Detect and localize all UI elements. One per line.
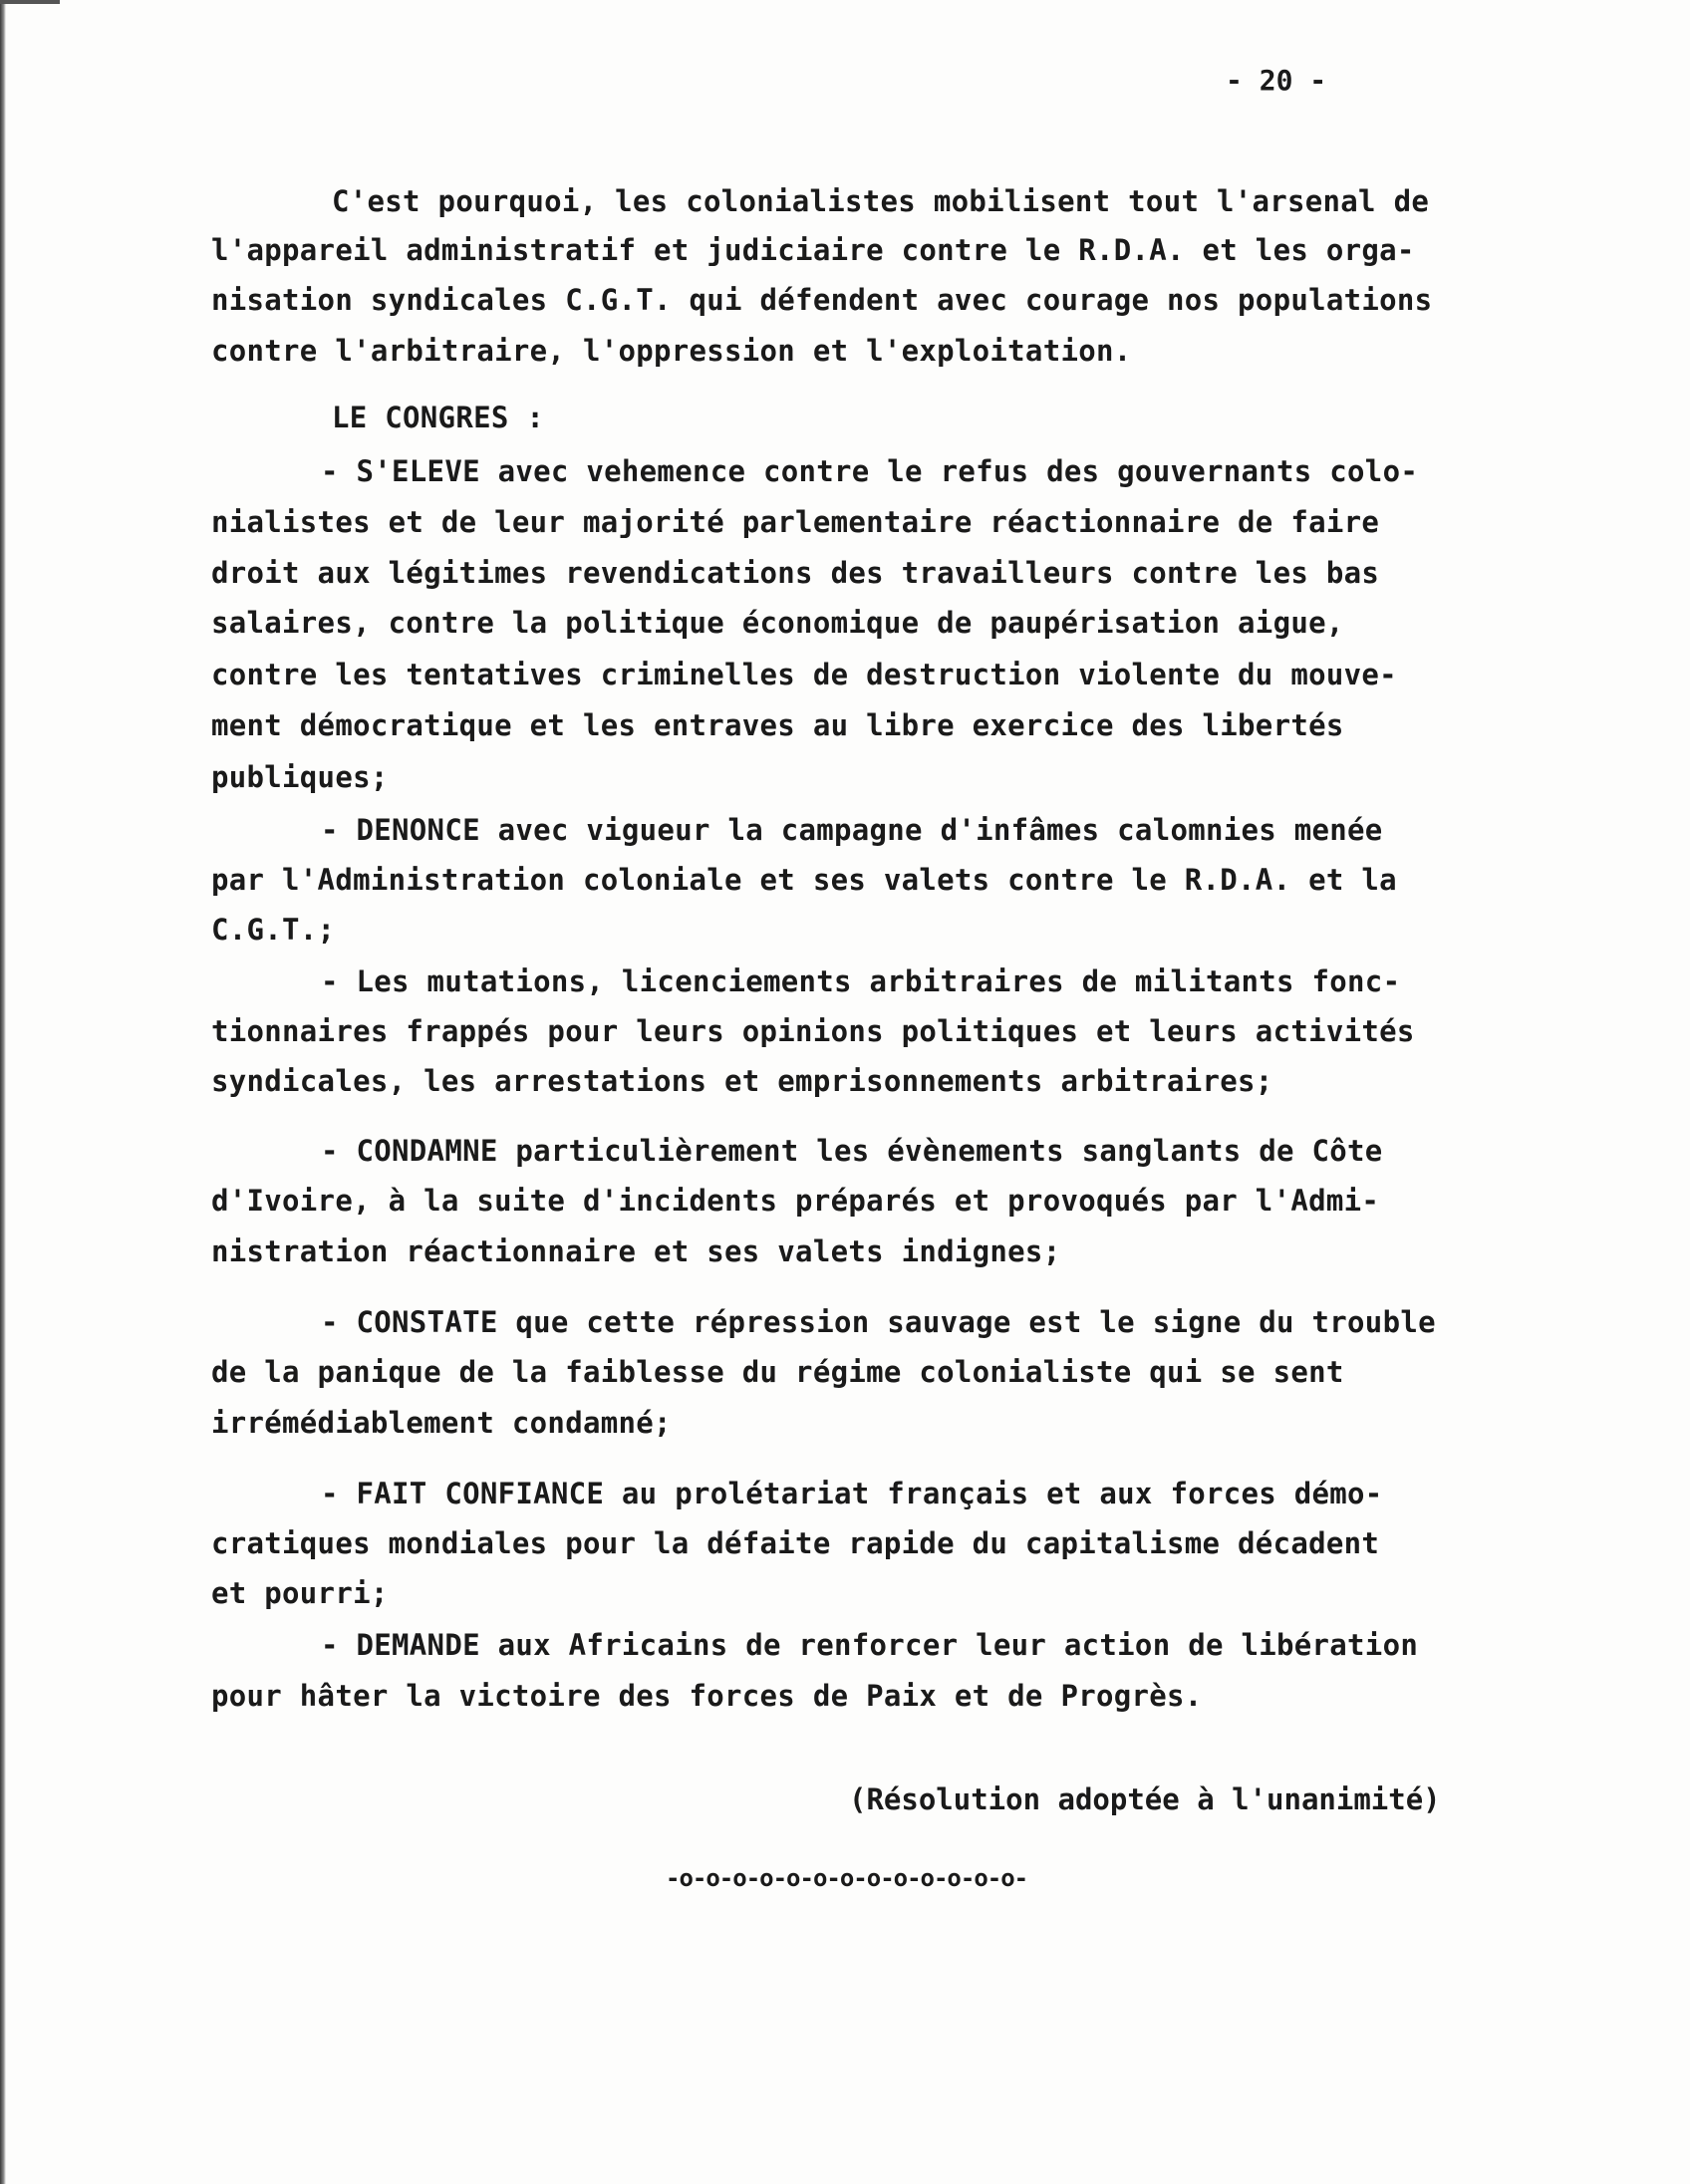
constate-line-3: irrémédiablement condamné; xyxy=(211,1406,672,1440)
scan-edge-left xyxy=(0,0,6,2184)
sleve-line-5: contre les tentatives criminelles de destruction violente du mouve- xyxy=(211,658,1397,691)
denonce-line-3: C.G.T.; xyxy=(211,913,336,947)
constate-line-2: de la panique de la faiblesse du régime colonialiste qui se sent xyxy=(211,1355,1344,1389)
confiance-line-2: cratiques mondiales pour la défaite rapide du capitalisme décadent xyxy=(211,1526,1380,1560)
sleve-line-4: salaires, contre la politique économique de paupérisation aigue, xyxy=(211,606,1344,640)
sleve-line-3: droit aux légitimes revendications des travailleurs contre les bas xyxy=(211,556,1380,590)
sleve-line-1: - S'ELEVE avec vehemence contre le refus des gouvernants colo- xyxy=(321,454,1419,488)
condamne-line-1: - CONDAMNE particulièrement les évènements sanglants de Côte xyxy=(321,1134,1383,1168)
separator-line: -o-o-o-o-o-o-o-o-o-o-o-o-o- xyxy=(666,1864,1028,1892)
paragraph1-line-1: C'est pourquoi, les colonialistes mobilisent tout l'arsenal de xyxy=(332,184,1430,218)
sleve-line-6: ment démocratique et les entraves au libre exercice des libertés xyxy=(211,708,1344,742)
mutations-line-3: syndicales, les arrestations et emprisonnements arbitraires; xyxy=(211,1064,1273,1098)
mutations-line-2: tionnaires frappés pour leurs opinions politiques et leurs activités xyxy=(211,1014,1415,1048)
paragraph1-line-3: nisation syndicales C.G.T. qui défendent avec courage nos populations xyxy=(211,283,1433,317)
confiance-line-1: - FAIT CONFIANCE au prolétariat français et aux forces démo- xyxy=(321,1477,1383,1510)
sleve-line-2: nialistes et de leur majorité parlementaire réactionnaire de faire xyxy=(211,505,1380,539)
page-number: - 20 - xyxy=(1226,64,1327,97)
demande-line-2: pour hâter la victoire des forces de Paix et de Progrès. xyxy=(211,1679,1203,1713)
paragraph1-line-2: l'appareil administratif et judiciaire contre le R.D.A. et les orga- xyxy=(211,233,1415,267)
condamne-line-3: nistration réactionnaire et ses valets indignes; xyxy=(211,1234,1061,1268)
condamne-line-2: d'Ivoire, à la suite d'incidents préparés et provoqués par l'Admi- xyxy=(211,1184,1380,1218)
denonce-line-2: par l'Administration coloniale et ses valets contre le R.D.A. et la xyxy=(211,863,1397,897)
sleve-line-7: publiques; xyxy=(211,760,389,794)
mutations-line-1: - Les mutations, licenciements arbitraires de militants fonc- xyxy=(321,964,1401,998)
paragraph1-line-4: contre l'arbitraire, l'oppression et l'exploitation. xyxy=(211,334,1132,368)
constate-line-1: - CONSTATE que cette répression sauvage est le signe du trouble xyxy=(321,1305,1436,1339)
denonce-line-1: - DENONCE avec vigueur la campagne d'infâmes calomnies menée xyxy=(321,813,1383,847)
congres-heading: LE CONGRES : xyxy=(332,401,545,434)
scan-edge-top xyxy=(0,0,60,4)
resolution-note: (Résolution adoptée à l'unanimité) xyxy=(849,1782,1441,1816)
demande-line-1: - DEMANDE aux Africains de renforcer leur action de libération xyxy=(321,1628,1419,1662)
confiance-line-3: et pourri; xyxy=(211,1576,389,1610)
